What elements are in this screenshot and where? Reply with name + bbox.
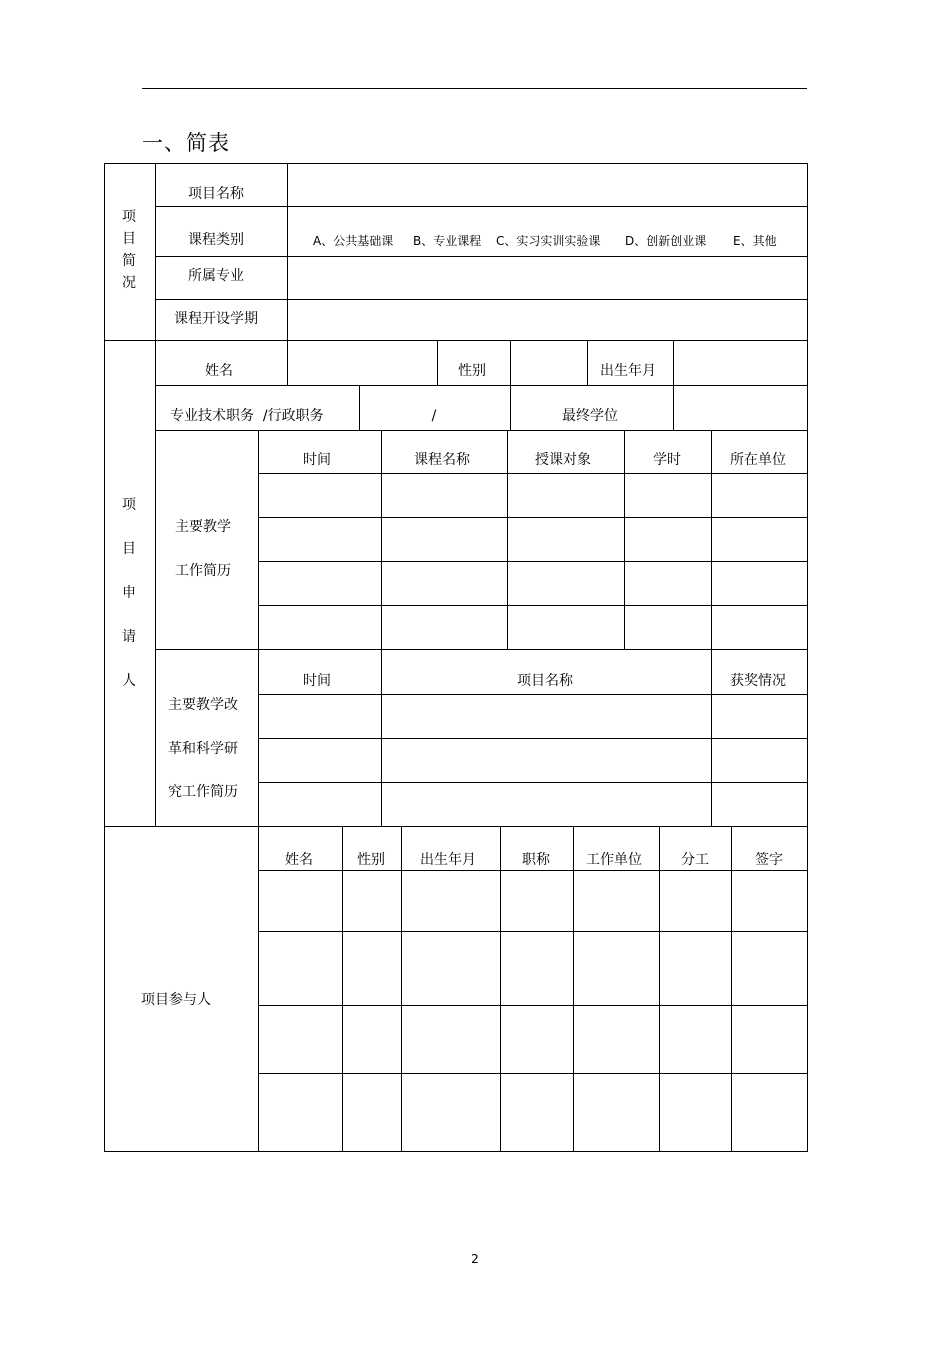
gridline [573, 826, 574, 1151]
gridline [258, 738, 807, 739]
gridline [258, 473, 807, 474]
gridline [258, 694, 807, 695]
teaching-header-unit: 所在单位 [730, 452, 786, 468]
course-category-label: 课程类别 [188, 232, 244, 248]
divider-overview-applicant [104, 340, 807, 341]
gridline [500, 826, 501, 1151]
participants-header-title: 职称 [522, 852, 550, 868]
applicant-degree-label: 最终学位 [562, 408, 618, 424]
gridline [287, 163, 288, 340]
applicant-section-label-char: 请 [122, 629, 136, 645]
major-label: 所属专业 [188, 268, 244, 284]
gridline [731, 826, 732, 1151]
gridline [155, 430, 807, 431]
gridline [287, 340, 288, 385]
gridline [659, 826, 660, 1151]
gridline [155, 206, 807, 207]
section-heading: 一、简表 [142, 131, 230, 155]
applicant-section-label-char: 项 [122, 497, 136, 513]
teaching-header-course: 课程名称 [414, 452, 470, 468]
category-option-a: A、公共基础课 [313, 234, 394, 248]
gridline [258, 826, 259, 1151]
gridline [258, 517, 807, 518]
gridline [673, 340, 674, 430]
gridline [258, 605, 807, 606]
header-rule [142, 88, 807, 89]
gridline [401, 826, 402, 1151]
applicant-section-label-char: 人 [122, 673, 136, 689]
participants-header-unit: 工作单位 [586, 852, 642, 868]
project-name-label: 项目名称 [188, 186, 244, 202]
teaching-header-time: 时间 [303, 452, 331, 468]
gridline [258, 931, 807, 932]
gridline [258, 561, 807, 562]
participants-header-gender: 性别 [357, 852, 385, 868]
gridline [155, 299, 807, 300]
research-history-label: 革和科学研 [168, 741, 238, 757]
gridline [381, 430, 382, 826]
teaching-header-audience: 授课对象 [535, 452, 591, 468]
overview-section-label-char: 况 [122, 275, 136, 291]
gridline [437, 340, 438, 385]
gridline [507, 430, 508, 649]
applicant-name-label: 姓名 [205, 363, 233, 379]
gridline [510, 340, 511, 430]
category-option-e: E、其他 [733, 234, 777, 248]
participants-header-signature: 签字 [755, 852, 783, 868]
research-header-time: 时间 [303, 673, 331, 689]
applicant-gender-label: 性别 [458, 363, 486, 379]
divider-section-label-column [155, 163, 156, 826]
gridline [587, 340, 588, 385]
research-history-label: 主要教学改 [168, 697, 238, 713]
divider-applicant-participants [104, 826, 807, 827]
overview-section-label-char: 目 [122, 231, 136, 247]
category-option-c: C、实习实训实验课 [496, 234, 601, 248]
gridline [258, 782, 807, 783]
gridline [155, 256, 807, 257]
gridline [258, 1073, 807, 1074]
participants-header-role: 分工 [681, 852, 709, 868]
overview-section-label-char: 项 [122, 209, 136, 225]
teaching-history-label: 工作简历 [175, 563, 231, 579]
semester-label: 课程开设学期 [174, 311, 258, 327]
gridline [711, 430, 712, 826]
participants-header-name: 姓名 [285, 852, 313, 868]
gridline [258, 1005, 807, 1006]
teaching-history-label: 主要教学 [175, 519, 231, 535]
gridline [258, 870, 807, 871]
gridline [155, 385, 807, 386]
teaching-header-hours: 学时 [653, 452, 681, 468]
gridline [624, 430, 625, 649]
applicant-section-label-char: 申 [122, 585, 136, 601]
title-separator: / [431, 408, 437, 424]
category-option-d: D、创新创业课 [625, 234, 707, 248]
research-history-label: 究工作简历 [168, 784, 238, 800]
overview-section-label-char: 简 [122, 253, 136, 269]
gridline [155, 649, 807, 650]
participants-label: 项目参与人 [141, 992, 211, 1008]
page-number: 2 [471, 1252, 479, 1266]
gridline [359, 385, 360, 430]
category-option-b: B、专业课程 [413, 234, 482, 248]
research-header-project: 项目名称 [517, 673, 573, 689]
applicant-section-label-char: 目 [122, 541, 136, 557]
participants-header-birth: 出生年月 [420, 852, 476, 868]
research-header-awards: 获奖情况 [730, 673, 786, 689]
applicant-birth-label: 出生年月 [600, 363, 656, 379]
applicant-title-label: 专业技术职务 /行政职务 [170, 408, 324, 424]
gridline [342, 826, 343, 1151]
gridline [258, 430, 259, 826]
